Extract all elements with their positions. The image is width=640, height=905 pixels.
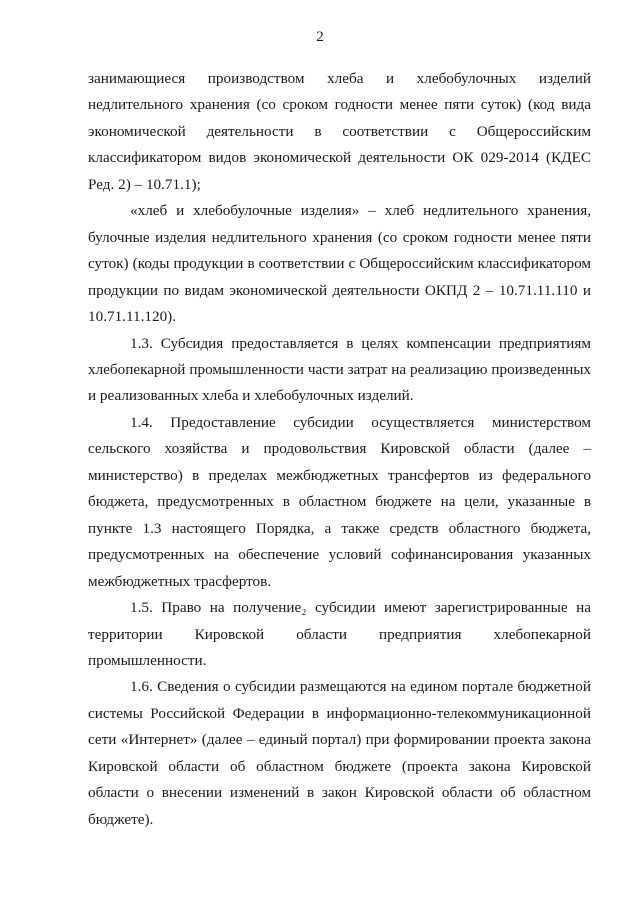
paragraph-definition-bread: «хлеб и хлебобулочные изделия» – хлеб недлительного хранения, булочные изделия недлительного хранения (со сроком годности менее пяти суток) (коды продукции в соответствии с Общероссийским классификатором продукции по видам экономической деятельности ОКПД 2 – 10.71.11.110 и 10.71.11.120). [88, 202, 591, 326]
paragraph-clause-1-4: 1.4. Предоставление субсидии осуществляется министерством сельского хозяйства и продовольствия Кировской области (далее – министерство) в пределах межбюджетных трансфертов из федерального бюджета, предусмотренных в областном бюджете на цели, указанные в пункте 1.3 настоящего Порядка, а также средств областного бюджета, предусмотренных на обеспечение условий софинансирования указанных межбюджетных трасфертов. [88, 413, 591, 590]
paragraph-continuation: занимающиеся производством хлеба и хлебобулочных изделий недлительного хранения (со сроком годности менее пяти суток) (код вида экономической деятельности в соответствии с Общероссийским классификатором видов экономической деятельности ОК 029-2014 (КДЕС Ред. 2) – 10.71.1); [88, 70, 591, 193]
document-body [88, 66, 591, 833]
paragraph-clause-1-3: 1.3. Субсидия предоставляется в целях компенсации предприятиям хлебопекарной промышленности части затрат на реализацию произведенных и реализованных хлеба и хлебобулочных изделий. [88, 334, 591, 405]
paragraph-clause-1-5: 1.5. Право на получение₂ субсидии имеют зарегистрированные на территории Кировской области предприятия хлебопекарной промышленности. [88, 599, 591, 669]
paragraph-clause-1-6: 1.6. Сведения о субсидии размещаются на едином портале бюджетной системы Российской Федерации в информационно-телекоммуникационной сети «Интернет» (далее – единый портал) при формировании проекта закона Кировской области об областном бюджете (проекта закона Кировской области о внесении изменений в закон Кировской области об областном бюджете). [88, 678, 591, 828]
page-number: 2 [316, 29, 324, 45]
